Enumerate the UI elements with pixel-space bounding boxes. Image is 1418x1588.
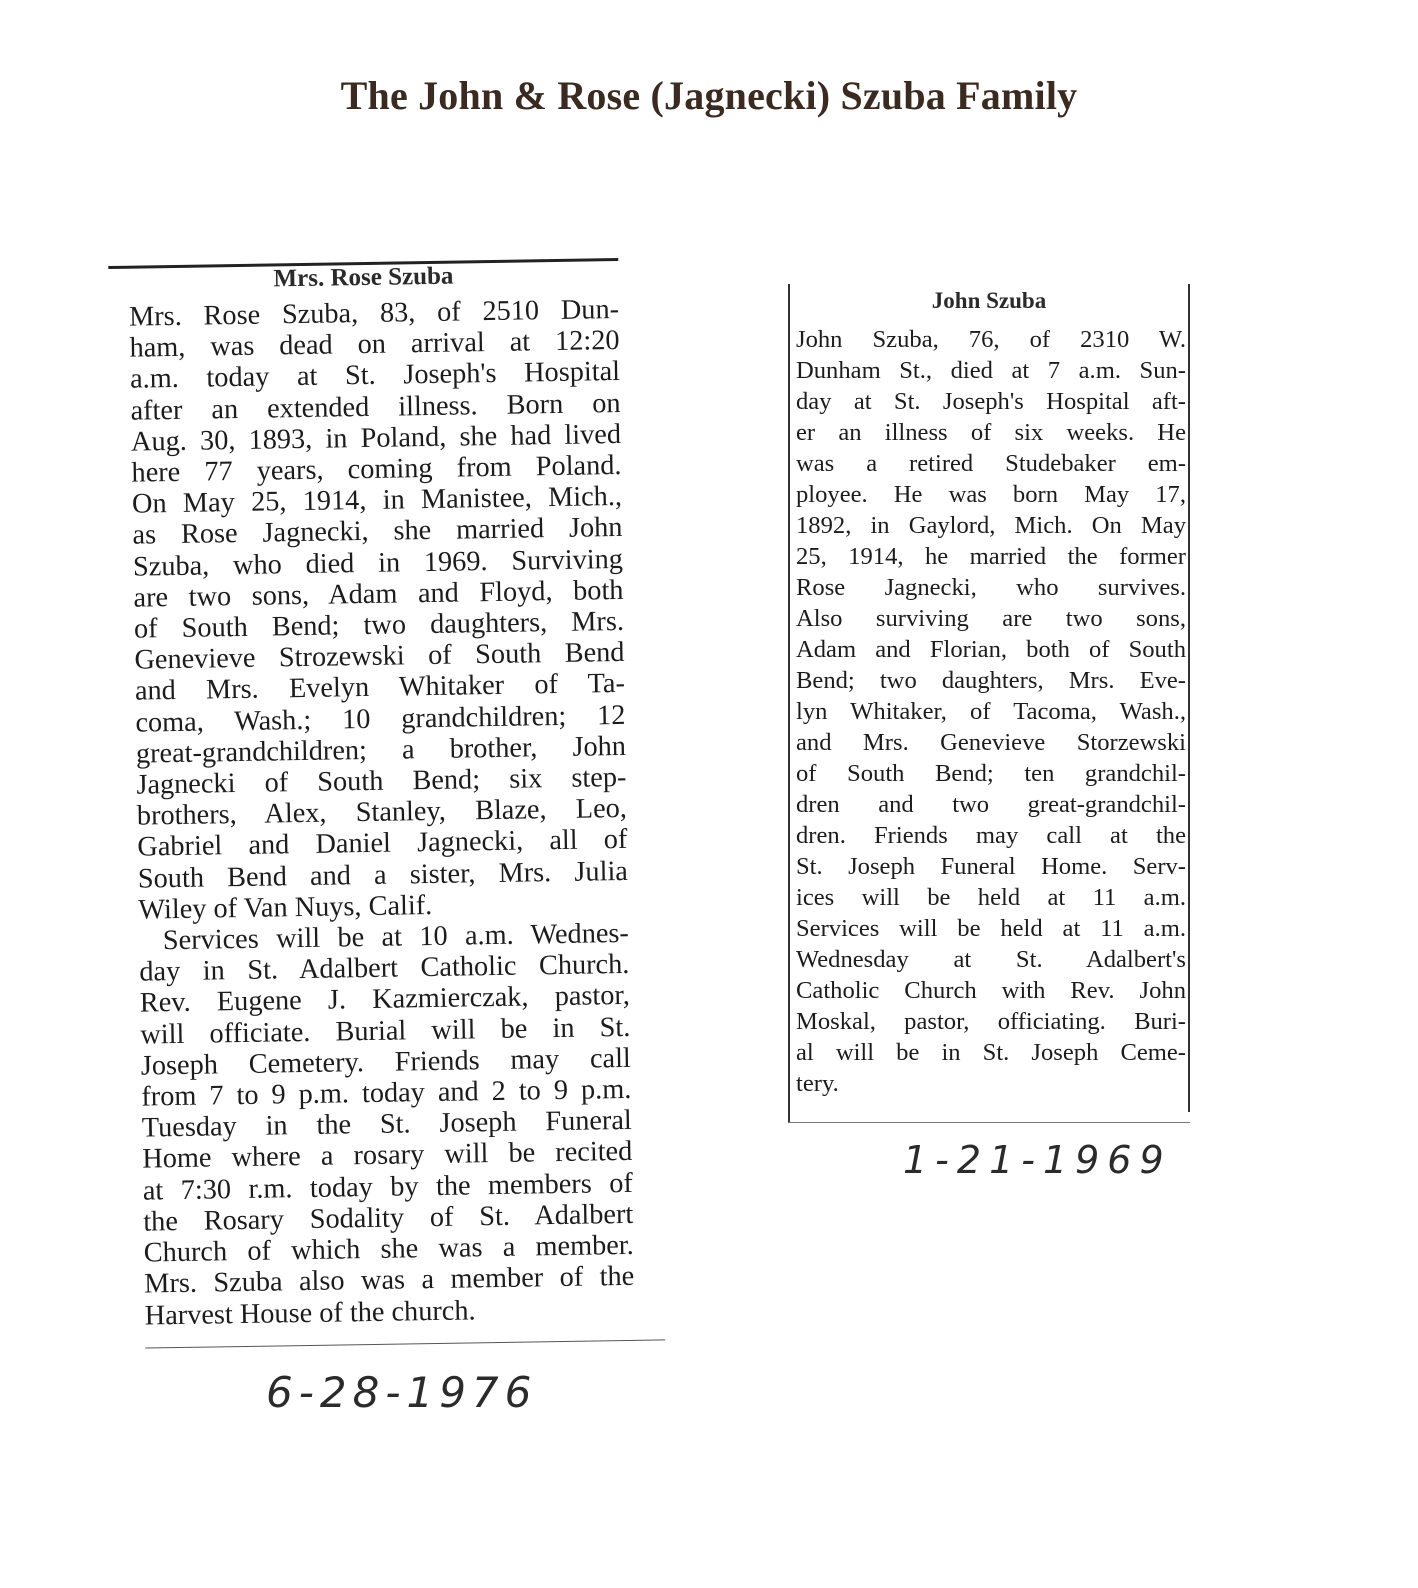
obituary-text-line: Dunham St., died at 7 a.m. Sun- xyxy=(796,357,1186,384)
john-obituary-body xyxy=(796,324,1186,1099)
rose-obituary-body xyxy=(129,294,635,1331)
clipping-bottom-rule xyxy=(788,1122,1190,1123)
obituary-text-line: 1892, in Gaylord, Mich. On May xyxy=(796,512,1186,539)
obituary-text-line: Adam and Florian, both of South xyxy=(796,636,1186,663)
obituary-text-line: tery. xyxy=(796,1070,839,1097)
obituary-text-line: Home where a rosary will be recited xyxy=(142,1136,633,1176)
john-szuba-obituary-clipping xyxy=(786,284,1194,1124)
obituary-text-line: are two sons, Adam and Floyd, both xyxy=(133,574,624,614)
obituary-text-line: Mrs. Szuba also was a member of the xyxy=(144,1261,635,1300)
clipping-left-rule xyxy=(788,284,790,1122)
obituary-text-line: Jagnecki of South Bend; six step- xyxy=(136,761,627,801)
obituary-text-line: Wiley of Van Nuys, Calif. xyxy=(138,889,433,926)
obituary-text-line: Rose Jagnecki, who survives. xyxy=(796,574,1186,601)
obituary-text-line: Gabriel and Daniel Jagnecki, all of xyxy=(137,824,628,864)
page-title: The John & Rose (Jagnecki) Szuba Family xyxy=(340,73,1078,118)
obituary-text-line: and Mrs. Evelyn Whitaker of Ta- xyxy=(134,668,626,708)
obituary-text-line: Rev. Eugene J. Kazmierczak, pastor, xyxy=(139,980,631,1020)
obituary-text-line: coma, Wash.; 10 grandchildren; 12 xyxy=(135,699,626,739)
obituary-text-line: Aug. 30, 1893, in Poland, she had lived xyxy=(130,418,622,458)
obituary-text-line: Services will be at 10 a.m. Wednes- xyxy=(162,917,630,957)
obituary-text-line: Also surviving are two sons, xyxy=(796,605,1186,632)
rose-handwritten-date: 6-28-1976 xyxy=(266,1368,538,1417)
obituary-text-line: the Rosary Sodality of St. Adalbert xyxy=(143,1198,634,1238)
obituary-text-line: of South Bend; ten grandchil- xyxy=(796,760,1186,787)
obituary-text-line: brothers, Alex, Stanley, Blaze, Leo, xyxy=(136,793,628,832)
obituary-text-line: Tuesday in the St. Joseph Funeral xyxy=(141,1105,633,1144)
obituary-text-line: day at St. Joseph's Hospital aft- xyxy=(796,388,1186,415)
obituary-text-line: Church of which she was a member. xyxy=(143,1229,634,1269)
obituary-text-line: Mrs. Rose Szuba, 83, of 2510 Dun- xyxy=(128,293,620,333)
obituary-text-line: St. Joseph Funeral Home. Serv- xyxy=(796,853,1186,880)
rose-obituary-heading: Mrs. Rose Szuba xyxy=(273,262,454,293)
obituary-text-line: lyn Whitaker, of Tacoma, Wash., xyxy=(796,698,1186,725)
obituary-text-line: at 7:30 r.m. today by the members of xyxy=(142,1167,633,1207)
obituary-text-line: ices will be held at 11 a.m. xyxy=(796,884,1186,911)
clipping-right-rule xyxy=(1188,284,1190,1112)
obituary-text-line: ham, was dead on arrival at 12:20 xyxy=(129,325,620,364)
obituary-text-line: as Rose Jagnecki, she married John xyxy=(132,512,623,552)
obituary-text-line: On May 25, 1914, in Manistee, Mich., xyxy=(131,481,623,520)
obituary-text-line: Bend; two daughters, Mrs. Eve- xyxy=(796,667,1186,694)
obituary-text-line: Services will be held at 11 a.m. xyxy=(796,915,1186,942)
obituary-text-line: John Szuba, 76, of 2310 W. xyxy=(796,326,1186,353)
obituary-text-line: South Bend and a sister, Mrs. Julia xyxy=(137,855,629,895)
clipping-bottom-rule xyxy=(145,1339,665,1348)
obituary-text-line: from 7 to 9 p.m. today and 2 to 9 p.m. xyxy=(141,1073,632,1113)
obituary-text-line: Wednesday at St. Adalbert's xyxy=(796,946,1186,973)
obituary-text-line: Genevieve Strozewski of South Bend xyxy=(134,637,625,676)
obituary-text-line: ployee. He was born May 17, xyxy=(796,481,1186,508)
obituary-text-line: here 77 years, coming from Poland. xyxy=(131,449,622,489)
john-handwritten-date: 1-21-1969 xyxy=(903,1138,1172,1182)
rose-szuba-obituary-clipping xyxy=(108,240,660,1356)
obituary-text-line: Moskal, pastor, officiating. Buri- xyxy=(796,1008,1186,1035)
obituary-text-line: Szuba, who died in 1969. Surviving xyxy=(132,543,624,583)
obituary-text-line: a.m. today at St. Joseph's Hospital xyxy=(129,356,621,396)
obituary-text-line: dren. Friends may call at the xyxy=(796,822,1186,849)
obituary-text-line: great-grandchildren; a brother, John xyxy=(135,730,627,770)
obituary-text-line: 25, 1914, he married the former xyxy=(796,543,1186,570)
obituary-text-line: and Mrs. Genevieve Storzewski xyxy=(796,729,1186,756)
obituary-text-line: was a retired Studebaker em- xyxy=(796,450,1186,477)
obituary-text-line: Catholic Church with Rev. John xyxy=(796,977,1186,1004)
obituary-text-line: after an extended illness. Born on xyxy=(130,387,621,427)
obituary-text-line: al will be in St. Joseph Ceme- xyxy=(796,1039,1186,1066)
obituary-text-line: Joseph Cemetery. Friends may call xyxy=(140,1042,632,1082)
obituary-text-line: will officiate. Burial will be in St. xyxy=(140,1011,631,1051)
obituary-text-line: Harvest House of the church. xyxy=(144,1294,476,1332)
obituary-text-line: day in St. Adalbert Catholic Church. xyxy=(139,949,630,988)
john-obituary-heading: John Szuba xyxy=(931,288,1047,313)
obituary-text-line: er an illness of six weeks. He xyxy=(796,419,1186,446)
obituary-text-line: of South Bend; two daughters, Mrs. xyxy=(133,605,625,645)
obituary-text-line: dren and two great-grandchil- xyxy=(796,791,1186,818)
